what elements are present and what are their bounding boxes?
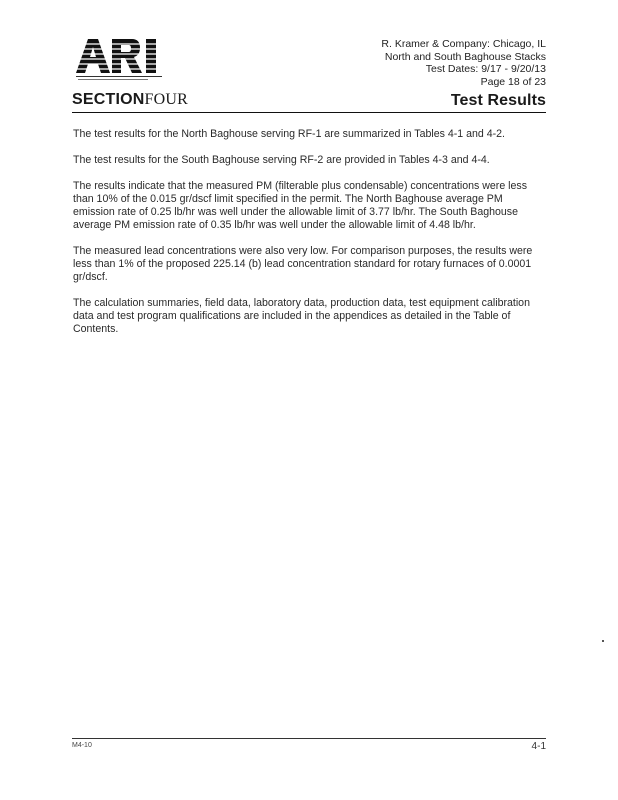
body-text (73, 128, 545, 349)
header-source: North and South Baghouse Stacks (384, 50, 546, 63)
paragraph: The measured lead concentrations were also very low. For comparison purposes, the results were less than 1% of the proposed 225.14 (b) lead concentration standard for rotary furnaces of 0.0001 gr/dscf. (73, 245, 533, 283)
paragraph: The results indicate that the measured PM (filterable plus condensable) concentrations were less than 10% of the 0.015 gr/dscf limit specified in the permit. The North Baghouse average PM emission rate of 0.25 lb/hr was well under the allowable limit of 3.77 lb/hr. The South Baghouse average PM emission rate of 0.35 lb/hr was well under the allowable limit of 4.48 lb/hr. (73, 180, 528, 231)
paragraph: The test results for the South Baghouse serving RF-2 are provided in Tables 4-3 and 4-4. (73, 154, 490, 166)
section-number-word: FOUR (144, 91, 189, 108)
section-title-bar (72, 90, 546, 113)
document-header-info (286, 38, 546, 88)
header-test-dates: Test Dates: 9/17 - 9/20/13 (425, 63, 546, 75)
paragraph: The calculation summaries, field data, laboratory data, production data, test equipment calibration data and test program qualifications are included in the appendices as detailed in the Table of Contents. (73, 297, 530, 335)
section-number (72, 91, 188, 109)
paragraph: The test results for the North Baghouse serving RF-1 are summarized in Tables 4-1 and 4-2. (73, 128, 505, 140)
ari-logo (74, 33, 170, 85)
ari-logo-graphic (74, 33, 170, 85)
header-page-number: Page 18 of 23 (480, 75, 546, 88)
footer-doc-code: M4-10 (72, 742, 92, 749)
header-client-location: R. Kramer & Company: Chicago, IL (381, 38, 546, 50)
section-heading: Test Results (450, 92, 546, 109)
section-label: SECTION (72, 91, 145, 108)
page-footer (72, 738, 546, 753)
scan-speck (602, 640, 604, 642)
footer-page-number: 4-1 (531, 741, 546, 752)
